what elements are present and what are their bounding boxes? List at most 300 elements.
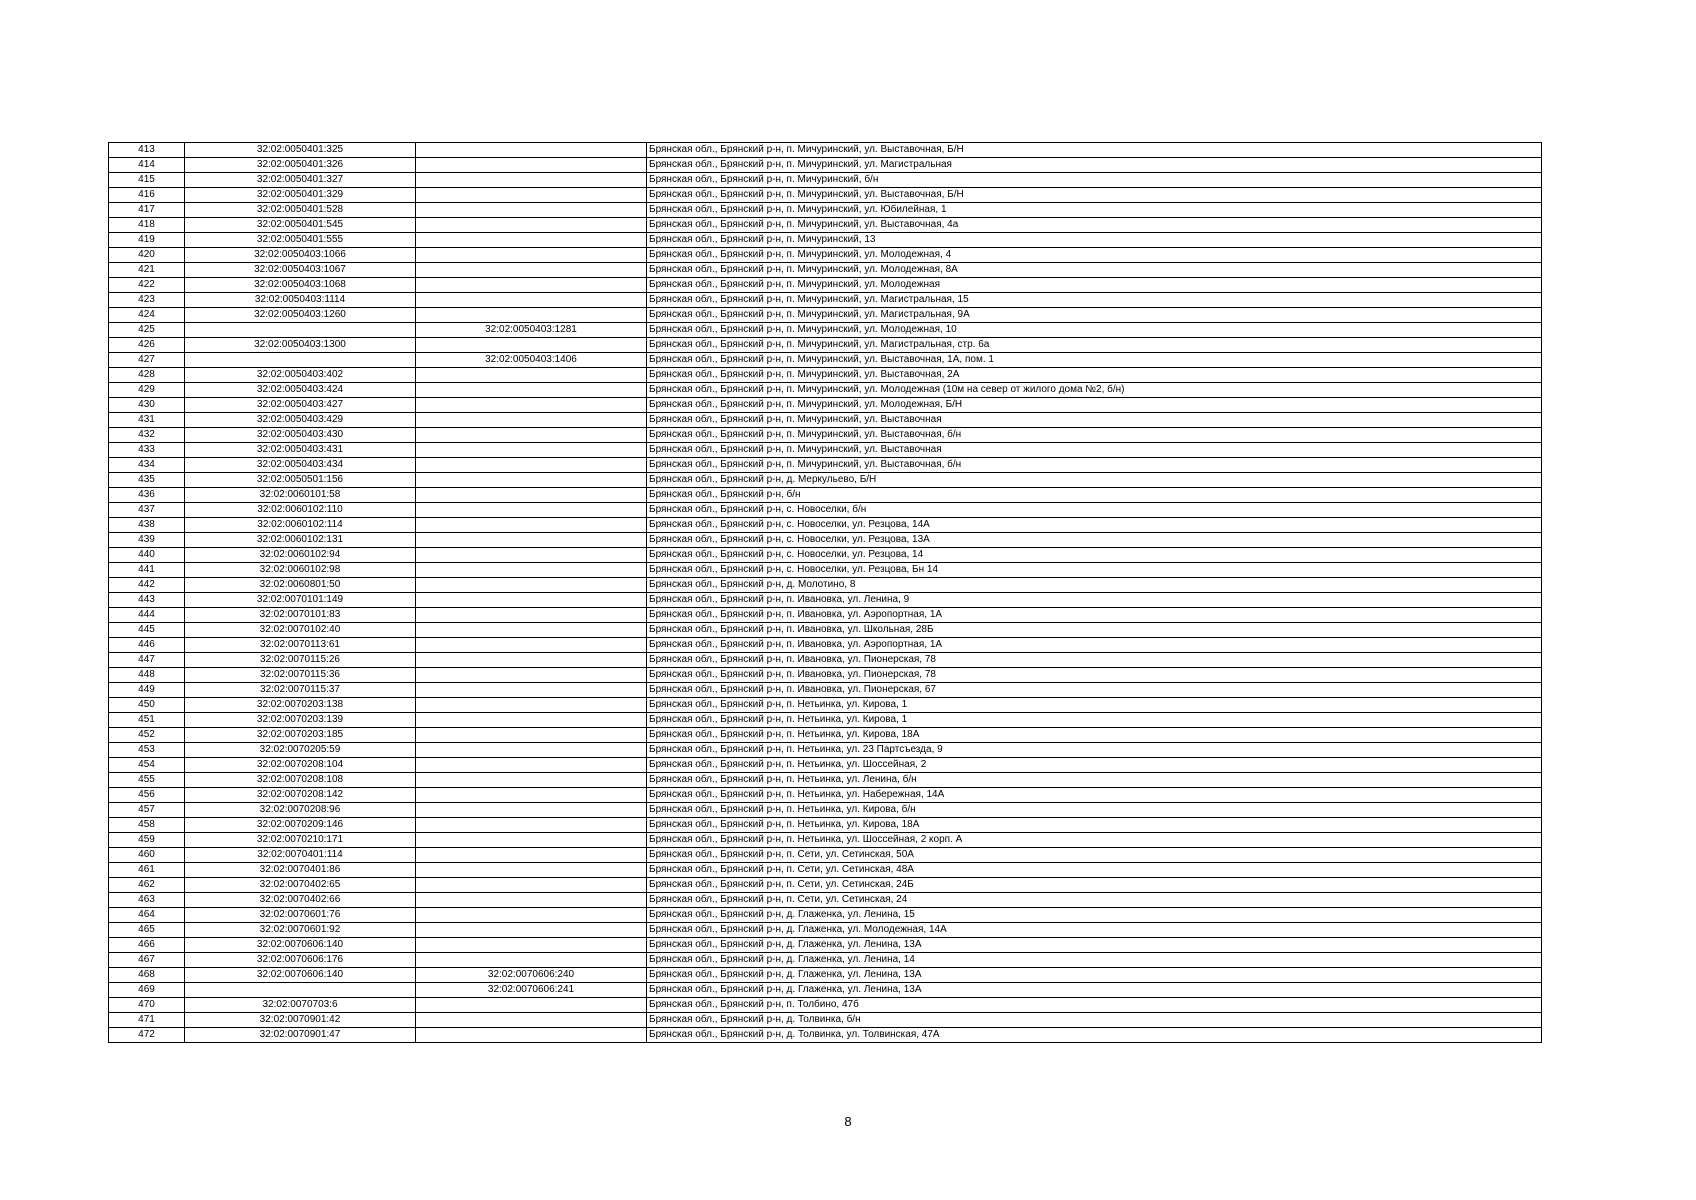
address-cell: Брянская обл., Брянский р-н, п. Мичуринский, ул. Выставочная, 1А, пом. 1 [647,353,1542,368]
cadastral-number-cell: 32:02:0070901:42 [185,1013,416,1028]
address-cell: Брянская обл., Брянский р-н, с. Новоселки, ул. Резцова, 13А [647,533,1542,548]
table-row [109,743,1542,758]
address-cell: Брянская обл., Брянский р-н, с. Новоселки, ул. Резцова, Бн 14 [647,563,1542,578]
table-row [109,698,1542,713]
address-cell: Брянская обл., Брянский р-н, п. Сети, ул. Сетинская, 24 [647,893,1542,908]
cadastral-number-secondary-cell [416,653,647,668]
cadastral-number-secondary-cell [416,203,647,218]
row-number-cell: 427 [109,353,185,368]
property-table-body [109,143,1542,1043]
row-number-cell: 416 [109,188,185,203]
cadastral-number-secondary-cell [416,578,647,593]
row-number-cell: 414 [109,158,185,173]
address-cell: Брянская обл., Брянский р-н, п. Нетьинка, ул. Ленина, б/н [647,773,1542,788]
address-cell: Брянская обл., Брянский р-н, п. Нетьинка, ул. Кирова, 1 [647,713,1542,728]
cadastral-number-secondary-cell [416,548,647,563]
cadastral-number-cell: 32:02:0070208:96 [185,803,416,818]
table-row [109,398,1542,413]
row-number-cell: 448 [109,668,185,683]
address-cell: Брянская обл., Брянский р-н, д. Глаженка, ул. Ленина, 13А [647,968,1542,983]
row-number-cell: 461 [109,863,185,878]
row-number-cell: 421 [109,263,185,278]
table-row [109,638,1542,653]
address-cell: Брянская обл., Брянский р-н, п. Мичуринский, ул. Выставочная, б/н [647,458,1542,473]
cadastral-number-cell: 32:02:0070208:108 [185,773,416,788]
table-row [109,923,1542,938]
row-number-cell: 419 [109,233,185,248]
address-cell: Брянская обл., Брянский р-н, п. Ивановка, ул. Ленина, 9 [647,593,1542,608]
row-number-cell: 430 [109,398,185,413]
row-number-cell: 451 [109,713,185,728]
address-cell: Брянская обл., Брянский р-н, д. Меркульево, Б/Н [647,473,1542,488]
cadastral-number-cell: 32:02:0050403:431 [185,443,416,458]
cadastral-number-cell: 32:02:0070115:36 [185,668,416,683]
row-number-cell: 441 [109,563,185,578]
cadastral-number-cell: 32:02:0070113:61 [185,638,416,653]
row-number-cell: 471 [109,1013,185,1028]
address-cell: Брянская обл., Брянский р-н, п. Мичуринский, ул. Молодежная (10м на север от жилого дома №2, б/н) [647,383,1542,398]
cadastral-number-secondary-cell [416,188,647,203]
cadastral-number-secondary-cell [416,398,647,413]
cadastral-number-cell [185,323,416,338]
table-row [109,353,1542,368]
address-cell: Брянская обл., Брянский р-н, д. Толвинка, ул. Толвинская, 47А [647,1028,1542,1043]
row-number-cell: 413 [109,143,185,158]
row-number-cell: 420 [109,248,185,263]
cadastral-number-secondary-cell [416,533,647,548]
row-number-cell: 425 [109,323,185,338]
row-number-cell: 431 [109,413,185,428]
cadastral-number-cell: 32:02:0050401:528 [185,203,416,218]
cadastral-number-secondary-cell [416,488,647,503]
table-row [109,788,1542,803]
row-number-cell: 456 [109,788,185,803]
cadastral-number-secondary-cell [416,593,647,608]
cadastral-number-secondary-cell [416,998,647,1013]
table-row [109,608,1542,623]
cadastral-number-cell: 32:02:0060801:50 [185,578,416,593]
address-cell: Брянская обл., Брянский р-н, п. Нетьинка, ул. Набережная, 14А [647,788,1542,803]
table-row [109,263,1542,278]
cadastral-number-secondary-cell [416,713,647,728]
cadastral-number-secondary-cell [416,668,647,683]
address-cell: Брянская обл., Брянский р-н, п. Мичуринский, ул. Выставочная, Б/Н [647,143,1542,158]
cadastral-number-secondary-cell [416,233,647,248]
cadastral-number-cell: 32:02:0070208:104 [185,758,416,773]
address-cell: Брянская обл., Брянский р-н, б/н [647,488,1542,503]
property-table [108,142,1542,1043]
address-cell: Брянская обл., Брянский р-н, д. Глаженка, ул. Ленина, 13А [647,938,1542,953]
address-cell: Брянская обл., Брянский р-н, п. Сети, ул. Сетинская, 48А [647,863,1542,878]
cadastral-number-cell: 32:02:0070601:76 [185,908,416,923]
cadastral-number-cell [185,353,416,368]
row-number-cell: 432 [109,428,185,443]
table-row [109,548,1542,563]
cadastral-number-cell: 32:02:0060102:110 [185,503,416,518]
row-number-cell: 454 [109,758,185,773]
table-row [109,1028,1542,1043]
address-cell: Брянская обл., Брянский р-н, д. Молотино, 8 [647,578,1542,593]
address-cell: Брянская обл., Брянский р-н, п. Мичуринский, ул. Выставочная, Б/Н [647,188,1542,203]
cadastral-number-cell: 32:02:0050403:402 [185,368,416,383]
cadastral-number-secondary-cell [416,338,647,353]
address-cell: Брянская обл., Брянский р-н, п. Сети, ул. Сетинская, 24Б [647,878,1542,893]
cadastral-number-cell: 32:02:0050401:329 [185,188,416,203]
cadastral-number-secondary-cell [416,1013,647,1028]
cadastral-number-cell: 32:02:0050403:430 [185,428,416,443]
address-cell: Брянская обл., Брянский р-н, п. Нетьинка, ул. Шоссейная, 2 корп. А [647,833,1542,848]
cadastral-number-cell: 32:02:0050403:1300 [185,338,416,353]
table-row [109,203,1542,218]
cadastral-number-secondary-cell [416,908,647,923]
address-cell: Брянская обл., Брянский р-н, п. Нетьинка, ул. 23 Партсъезда, 9 [647,743,1542,758]
row-number-cell: 466 [109,938,185,953]
cadastral-number-secondary-cell [416,263,647,278]
cadastral-number-cell: 32:02:0050403:429 [185,413,416,428]
cadastral-number-cell: 32:02:0050401:326 [185,158,416,173]
address-cell: Брянская обл., Брянский р-н, д. Глаженка, ул. Ленина, 14 [647,953,1542,968]
row-number-cell: 468 [109,968,185,983]
address-cell: Брянская обл., Брянский р-н, с. Новоселки, ул. Резцова, 14А [647,518,1542,533]
table-row [109,773,1542,788]
cadastral-number-secondary-cell [416,383,647,398]
row-number-cell: 449 [109,683,185,698]
cadastral-number-secondary-cell [416,473,647,488]
cadastral-number-cell: 32:02:0070606:140 [185,968,416,983]
row-number-cell: 453 [109,743,185,758]
cadastral-number-secondary-cell [416,758,647,773]
table-row [109,428,1542,443]
table-row [109,503,1542,518]
cadastral-number-cell: 32:02:0070203:139 [185,713,416,728]
cadastral-number-secondary-cell [416,773,647,788]
table-row [109,653,1542,668]
property-table-container [108,142,1541,1043]
table-row [109,983,1542,998]
table-row [109,938,1542,953]
cadastral-number-secondary-cell [416,818,647,833]
cadastral-number-cell: 32:02:0070601:92 [185,923,416,938]
cadastral-number-cell: 32:02:0060102:114 [185,518,416,533]
row-number-cell: 434 [109,458,185,473]
table-row [109,248,1542,263]
address-cell: Брянская обл., Брянский р-н, п. Мичуринский, ул. Молодежная, Б/Н [647,398,1542,413]
table-row [109,593,1542,608]
row-number-cell: 436 [109,488,185,503]
row-number-cell: 469 [109,983,185,998]
row-number-cell: 444 [109,608,185,623]
cadastral-number-cell: 32:02:0070210:171 [185,833,416,848]
cadastral-number-cell: 32:02:0070203:185 [185,728,416,743]
table-row [109,413,1542,428]
cadastral-number-cell: 32:02:0070115:26 [185,653,416,668]
row-number-cell: 472 [109,1028,185,1043]
row-number-cell: 460 [109,848,185,863]
row-number-cell: 458 [109,818,185,833]
row-number-cell: 459 [109,833,185,848]
address-cell: Брянская обл., Брянский р-н, п. Нетьинка, ул. Кирова, 18А [647,728,1542,743]
cadastral-number-secondary-cell [416,248,647,263]
cadastral-number-cell: 32:02:0050401:327 [185,173,416,188]
row-number-cell: 435 [109,473,185,488]
address-cell: Брянская обл., Брянский р-н, п. Мичуринский, ул. Магистральная, 15 [647,293,1542,308]
cadastral-number-secondary-cell [416,443,647,458]
cadastral-number-secondary-cell [416,428,647,443]
row-number-cell: 455 [109,773,185,788]
table-row [109,143,1542,158]
row-number-cell: 417 [109,203,185,218]
row-number-cell: 465 [109,923,185,938]
cadastral-number-secondary-cell [416,863,647,878]
table-row [109,308,1542,323]
row-number-cell: 467 [109,953,185,968]
table-row [109,233,1542,248]
address-cell: Брянская обл., Брянский р-н, п. Мичуринский, ул. Выставочная, 4а [647,218,1542,233]
address-cell: Брянская обл., Брянский р-н, д. Глаженка, ул. Ленина, 15 [647,908,1542,923]
address-cell: Брянская обл., Брянский р-н, п. Толбино, 47б [647,998,1542,1013]
cadastral-number-cell: 32:02:0060102:94 [185,548,416,563]
cadastral-number-secondary-cell [416,308,647,323]
table-row [109,368,1542,383]
table-row [109,863,1542,878]
cadastral-number-cell: 32:02:0050403:1067 [185,263,416,278]
table-row [109,488,1542,503]
table-row [109,443,1542,458]
cadastral-number-cell: 32:02:0070402:65 [185,878,416,893]
row-number-cell: 463 [109,893,185,908]
address-cell: Брянская обл., Брянский р-н, п. Мичуринский, ул. Молодежная, 8А [647,263,1542,278]
cadastral-number-secondary-cell [416,623,647,638]
address-cell: Брянская обл., Брянский р-н, п. Ивановка, ул. Школьная, 28Б [647,623,1542,638]
table-row [109,338,1542,353]
cadastral-number-secondary-cell [416,563,647,578]
address-cell: Брянская обл., Брянский р-н, п. Ивановка, ул. Пионерская, 78 [647,668,1542,683]
cadastral-number-cell: 32:02:0050501:156 [185,473,416,488]
cadastral-number-secondary-cell [416,413,647,428]
cadastral-number-cell: 32:02:0060102:131 [185,533,416,548]
cadastral-number-secondary-cell [416,938,647,953]
cadastral-number-secondary-cell: 32:02:0050403:1281 [416,323,647,338]
table-row [109,713,1542,728]
table-row [109,578,1542,593]
cadastral-number-cell: 32:02:0050401:545 [185,218,416,233]
row-number-cell: 446 [109,638,185,653]
table-row [109,323,1542,338]
cadastral-number-cell: 32:02:0070115:37 [185,683,416,698]
row-number-cell: 428 [109,368,185,383]
row-number-cell: 422 [109,278,185,293]
table-row [109,833,1542,848]
row-number-cell: 423 [109,293,185,308]
cadastral-number-cell: 32:02:0050401:325 [185,143,416,158]
table-row [109,518,1542,533]
address-cell: Брянская обл., Брянский р-н, п. Мичуринский, ул. Молодежная, 10 [647,323,1542,338]
address-cell: Брянская обл., Брянский р-н, п. Мичуринский, ул. Выставочная, б/н [647,428,1542,443]
cadastral-number-cell: 32:02:0050403:424 [185,383,416,398]
address-cell: Брянская обл., Брянский р-н, п. Сети, ул. Сетинская, 50А [647,848,1542,863]
row-number-cell: 443 [109,593,185,608]
table-row [109,1013,1542,1028]
table-row [109,848,1542,863]
cadastral-number-secondary-cell: 32:02:0070606:241 [416,983,647,998]
cadastral-number-cell: 32:02:0050403:1066 [185,248,416,263]
cadastral-number-cell: 32:02:0070402:66 [185,893,416,908]
cadastral-number-secondary-cell [416,698,647,713]
address-cell: Брянская обл., Брянский р-н, п. Ивановка, ул. Аэропортная, 1А [647,638,1542,653]
row-number-cell: 424 [109,308,185,323]
address-cell: Брянская обл., Брянский р-н, п. Мичуринский, 13 [647,233,1542,248]
cadastral-number-secondary-cell [416,788,647,803]
row-number-cell: 452 [109,728,185,743]
cadastral-number-cell: 32:02:0050403:434 [185,458,416,473]
cadastral-number-cell: 32:02:0070606:140 [185,938,416,953]
address-cell: Брянская обл., Брянский р-н, п. Мичуринский, ул. Магистральная, стр. 6а [647,338,1542,353]
address-cell: Брянская обл., Брянский р-н, д. Глаженка, ул. Ленина, 13А [647,983,1542,998]
cadastral-number-secondary-cell [416,218,647,233]
address-cell: Брянская обл., Брянский р-н, п. Нетьинка, ул. Шоссейная, 2 [647,758,1542,773]
cadastral-number-secondary-cell [416,878,647,893]
cadastral-number-secondary-cell [416,143,647,158]
cadastral-number-secondary-cell [416,608,647,623]
table-row [109,173,1542,188]
table-row [109,683,1542,698]
address-cell: Брянская обл., Брянский р-н, п. Мичуринский, ул. Юбилейная, 1 [647,203,1542,218]
table-row [109,218,1542,233]
address-cell: Брянская обл., Брянский р-н, п. Мичуринский, ул. Магистральная, 9А [647,308,1542,323]
cadastral-number-cell: 32:02:0060102:98 [185,563,416,578]
row-number-cell: 426 [109,338,185,353]
address-cell: Брянская обл., Брянский р-н, д. Глаженка, ул. Молодежная, 14А [647,923,1542,938]
cadastral-number-secondary-cell [416,278,647,293]
table-row [109,158,1542,173]
row-number-cell: 437 [109,503,185,518]
table-row [109,473,1542,488]
table-row [109,818,1542,833]
address-cell: Брянская обл., Брянский р-н, п. Ивановка, ул. Пионерская, 67 [647,683,1542,698]
row-number-cell: 442 [109,578,185,593]
cadastral-number-cell: 32:02:0070102:40 [185,623,416,638]
address-cell: Брянская обл., Брянский р-н, п. Ивановка, ул. Аэропортная, 1А [647,608,1542,623]
cadastral-number-secondary-cell [416,923,647,938]
row-number-cell: 433 [109,443,185,458]
cadastral-number-secondary-cell [416,173,647,188]
row-number-cell: 447 [109,653,185,668]
address-cell: Брянская обл., Брянский р-н, п. Мичуринский, ул. Выставочная, 2А [647,368,1542,383]
cadastral-number-cell: 32:02:0070101:149 [185,593,416,608]
row-number-cell: 439 [109,533,185,548]
table-row [109,803,1542,818]
table-row [109,998,1542,1013]
row-number-cell: 429 [109,383,185,398]
cadastral-number-secondary-cell: 32:02:0070606:240 [416,968,647,983]
cadastral-number-secondary-cell [416,503,647,518]
table-row [109,893,1542,908]
cadastral-number-secondary-cell [416,368,647,383]
table-row [109,908,1542,923]
row-number-cell: 457 [109,803,185,818]
cadastral-number-secondary-cell [416,848,647,863]
table-row [109,533,1542,548]
row-number-cell: 445 [109,623,185,638]
cadastral-number-secondary-cell [416,638,647,653]
row-number-cell: 462 [109,878,185,893]
table-row [109,458,1542,473]
address-cell: Брянская обл., Брянский р-н, п. Нетьинка, ул. Кирова, 1 [647,698,1542,713]
table-row [109,188,1542,203]
table-row [109,878,1542,893]
cadastral-number-cell: 32:02:0060101:58 [185,488,416,503]
table-row [109,563,1542,578]
table-row [109,953,1542,968]
cadastral-number-secondary-cell [416,293,647,308]
cadastral-number-cell: 32:02:0070208:142 [185,788,416,803]
cadastral-number-cell: 32:02:0050401:555 [185,233,416,248]
table-row [109,668,1542,683]
address-cell: Брянская обл., Брянский р-н, п. Мичуринский, б/н [647,173,1542,188]
table-row [109,758,1542,773]
cadastral-number-secondary-cell [416,833,647,848]
address-cell: Брянская обл., Брянский р-н, д. Толвинка, б/н [647,1013,1542,1028]
cadastral-number-cell: 32:02:0070703:6 [185,998,416,1013]
table-row [109,728,1542,743]
cadastral-number-secondary-cell: 32:02:0050403:1406 [416,353,647,368]
row-number-cell: 440 [109,548,185,563]
cadastral-number-cell: 32:02:0070401:86 [185,863,416,878]
cadastral-number-cell: 32:02:0050403:1114 [185,293,416,308]
row-number-cell: 464 [109,908,185,923]
cadastral-number-secondary-cell [416,158,647,173]
cadastral-number-cell: 32:02:0070401:114 [185,848,416,863]
table-row [109,293,1542,308]
table-row [109,623,1542,638]
address-cell: Брянская обл., Брянский р-н, п. Мичуринский, ул. Молодежная [647,278,1542,293]
cadastral-number-cell: 32:02:0070203:138 [185,698,416,713]
cadastral-number-cell: 32:02:0070606:176 [185,953,416,968]
row-number-cell: 415 [109,173,185,188]
address-cell: Брянская обл., Брянский р-н, п. Мичуринский, ул. Выставочная [647,443,1542,458]
cadastral-number-cell: 32:02:0050403:1260 [185,308,416,323]
cadastral-number-secondary-cell [416,458,647,473]
cadastral-number-secondary-cell [416,803,647,818]
address-cell: Брянская обл., Брянский р-н, с. Новоселки, ул. Резцова, 14 [647,548,1542,563]
address-cell: Брянская обл., Брянский р-н, п. Нетьинка, ул. Кирова, б/н [647,803,1542,818]
address-cell: Брянская обл., Брянский р-н, с. Новоселки, б/н [647,503,1542,518]
row-number-cell: 418 [109,218,185,233]
cadastral-number-secondary-cell [416,518,647,533]
address-cell: Брянская обл., Брянский р-н, п. Ивановка, ул. Пионерская, 78 [647,653,1542,668]
cadastral-number-secondary-cell [416,953,647,968]
address-cell: Брянская обл., Брянский р-н, п. Мичуринский, ул. Магистральная [647,158,1542,173]
row-number-cell: 438 [109,518,185,533]
cadastral-number-cell: 32:02:0070205:59 [185,743,416,758]
row-number-cell: 470 [109,998,185,1013]
cadastral-number-cell: 32:02:0070101:83 [185,608,416,623]
page-number: 8 [844,1114,852,1129]
address-cell: Брянская обл., Брянский р-н, п. Мичуринский, ул. Выставочная [647,413,1542,428]
cadastral-number-cell: 32:02:0070209:146 [185,818,416,833]
cadastral-number-cell: 32:02:0070901:47 [185,1028,416,1043]
cadastral-number-secondary-cell [416,893,647,908]
address-cell: Брянская обл., Брянский р-н, п. Мичуринский, ул. Молодежная, 4 [647,248,1542,263]
table-row [109,278,1542,293]
cadastral-number-cell [185,983,416,998]
cadastral-number-cell: 32:02:0050403:1068 [185,278,416,293]
table-row [109,968,1542,983]
cadastral-number-secondary-cell [416,743,647,758]
address-cell: Брянская обл., Брянский р-н, п. Нетьинка, ул. Кирова, 18А [647,818,1542,833]
cadastral-number-secondary-cell [416,728,647,743]
cadastral-number-secondary-cell [416,683,647,698]
